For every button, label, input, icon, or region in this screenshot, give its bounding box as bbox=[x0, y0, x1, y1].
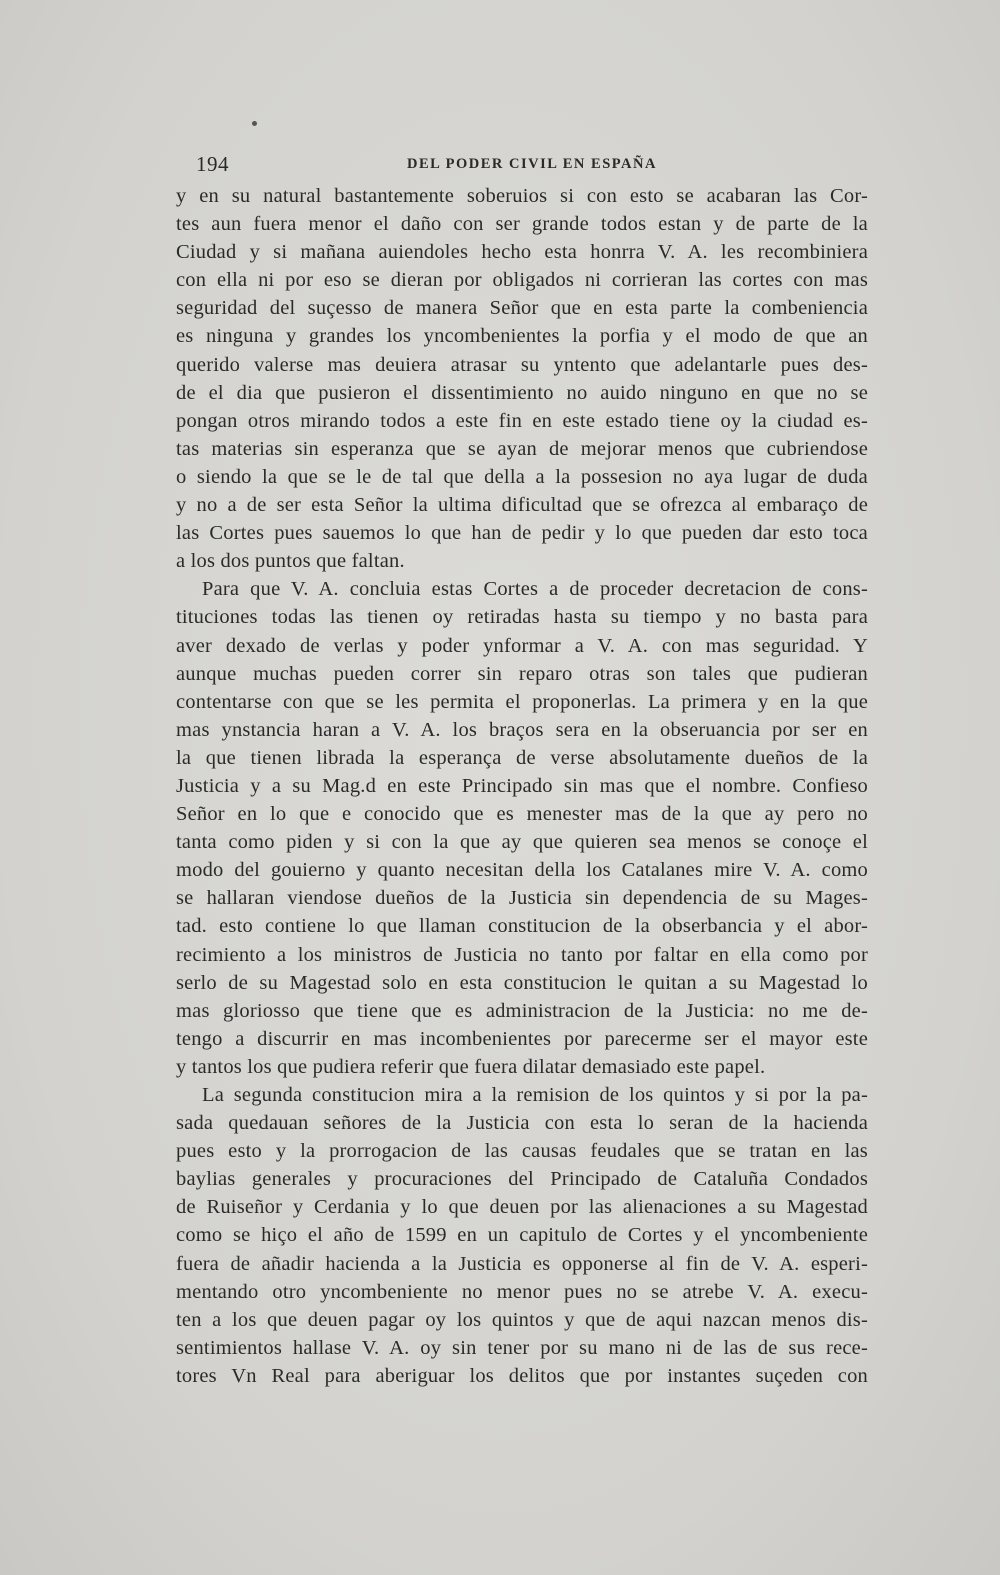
text-line: aver dexado de verlas y poder ynformar a V. A. con mas seguridad. Y bbox=[176, 634, 868, 657]
text-line: o siendo la que se le de tal que della a la possesion no aya lugar de duda bbox=[176, 465, 868, 488]
text-line: La segunda constitucion mira a la remision de los quintos y si por la pa- bbox=[202, 1084, 868, 1106]
text-line: sada quedauan señores de la Justicia con esta lo seran de la hacienda bbox=[176, 1112, 868, 1135]
ink-speck bbox=[252, 121, 257, 126]
text-line: pongan otros mirando todos a este fin en este estado tiene oy la ciudad es- bbox=[176, 409, 868, 432]
text-line: tengo a discurrir en mas incombenientes por parecerme ser el mayor este bbox=[176, 1027, 868, 1050]
text-line: modo del gouierno y quanto necesitan della los Catalanes mire V. A. como bbox=[176, 859, 868, 882]
text-line: seguridad del suçesso de manera Señor que en esta parte la combeniencia bbox=[176, 297, 868, 320]
text-line: es ninguna y grandes los yncombenientes la porfia y el modo de que an bbox=[176, 325, 868, 348]
text-line: y no a de ser esta Señor la ultima dificultad que se ofrezca al embaraço de bbox=[176, 494, 868, 517]
page-header bbox=[196, 152, 868, 178]
text-line: Justicia y a su Mag.d en este Principado sin mas que el nombre. Confieso bbox=[176, 774, 868, 797]
text-line: sentimientos hallase V. A. oy sin tener por su mano ni de las de sus rece- bbox=[176, 1336, 868, 1359]
text-line: mas ynstancia haran a V. A. los braços sera en la obseruancia por ser en bbox=[176, 718, 868, 741]
text-line: de Ruiseñor y Cerdania y lo que deuen por las alienaciones a su Magestad bbox=[176, 1196, 868, 1219]
text-line: ten a los que deuen pagar oy los quintos y que de aqui nazcan menos dis- bbox=[176, 1308, 868, 1331]
text-line: se hallaran viendose dueños de la Justicia sin dependencia de su Mages- bbox=[176, 887, 868, 910]
running-head: DEL PODER CIVIL EN ESPAÑA bbox=[407, 156, 657, 172]
text-line: tanta como piden y si con la que ay que quieren sea menos se conoçe el bbox=[176, 831, 868, 854]
text-line: tas materias sin esperanza que se ayan de mejorar menos que cubriendose bbox=[176, 437, 868, 460]
text-line: Señor en lo que e conocido que es menester mas de la que ay pero no bbox=[176, 803, 868, 826]
text-line: con ella ni por eso se dieran por obligados ni corrieran las cortes con mas bbox=[176, 269, 868, 292]
text-line: mentando otro yncombeniente no menor pues no se atrebe V. A. execu- bbox=[176, 1280, 868, 1303]
page-number: 194 bbox=[196, 152, 229, 176]
text-line: tad. esto contiene lo que llaman constitucion de la obserbancia y el abor- bbox=[176, 915, 868, 938]
text-line: querido valerse mas deuiera atrasar su yntento que adelantarle pues des- bbox=[176, 353, 868, 376]
text-line: mas gloriosso que tiene que es administracion de la Justicia: no me de- bbox=[176, 999, 868, 1022]
text-line: tores Vn Real para aberiguar los delitos que por instantes suçeden con bbox=[176, 1364, 868, 1387]
text-line: Ciudad y si mañana auiendoles hecho esta honrra V. A. les recombiniera bbox=[176, 241, 868, 264]
text-line: las Cortes pues sauemos lo que han de pedir y lo que pueden dar esto toca bbox=[176, 522, 868, 545]
text-line: como se hiço el año de 1599 en un capitulo de Cortes y el yncombeniente bbox=[176, 1224, 868, 1247]
text-line: y en su natural bastantemente soberuios si con esto se acabaran las Cor- bbox=[176, 185, 868, 207]
text-line: contentarse con que se les permita el proponerlas. La primera y en la que bbox=[176, 690, 868, 713]
text-line: y tantos los que pudiera referir que fuera dilatar demasiado este papel. bbox=[176, 1055, 766, 1078]
page-body-text bbox=[176, 182, 868, 1390]
text-line: serlo de su Magestad solo en esta constitucion le quitan a su Magestad lo bbox=[176, 971, 868, 994]
text-line: baylias generales y procuraciones del Principado de Cataluña Condados bbox=[176, 1168, 868, 1191]
text-line: a los dos puntos que faltan. bbox=[176, 550, 405, 573]
text-line: la que tienen librada la esperança de verse absolutamente dueños de la bbox=[176, 746, 868, 769]
text-line: fuera de añadir hacienda a la Justicia es opponerse al fin de V. A. esperi- bbox=[176, 1252, 868, 1275]
text-line: Para que V. A. concluia estas Cortes a de proceder decretacion de cons- bbox=[202, 578, 868, 601]
text-line: tes aun fuera menor el daño con ser grande todos estan y de parte de la bbox=[176, 213, 868, 236]
text-line: pues esto y la prorrogacion de las causas feudales que se tratan en las bbox=[176, 1140, 868, 1163]
text-line: tituciones todas las tienen oy retiradas hasta su tiempo y no basta para bbox=[176, 606, 868, 629]
text-line: recimiento a los ministros de Justicia no tanto por faltar en ella como por bbox=[176, 943, 868, 966]
text-line: aunque muchas pueden correr sin reparo otras son tales que pudieran bbox=[176, 662, 868, 685]
text-line: de el dia que pusieron el dissentimiento no auido ninguno en que no se bbox=[176, 381, 868, 404]
